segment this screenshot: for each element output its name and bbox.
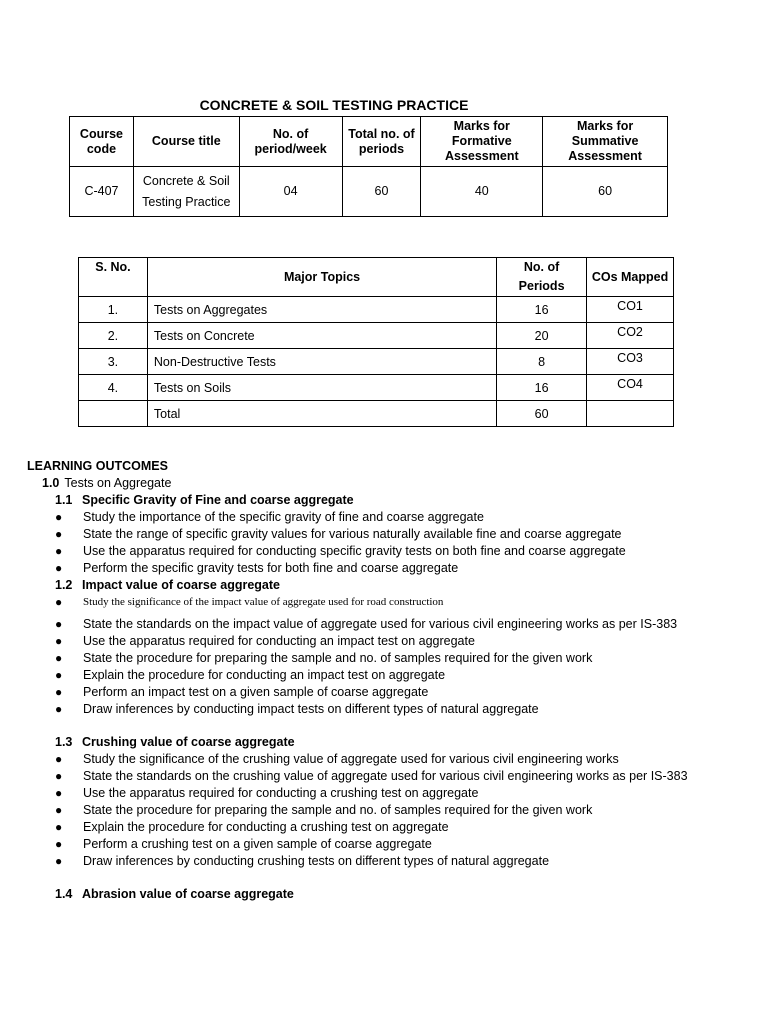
bullet-icon: ● [55,651,63,665]
header-summative-marks: Marks for Summative Assessment [543,117,668,167]
list-item [27,526,727,543]
header-serial-no: S. No. [79,258,148,297]
table-row [79,375,674,401]
serial-no: 1. [79,297,148,323]
bullet-icon: ● [55,702,63,716]
total-row [79,401,674,427]
learning-outcomes [27,457,727,903]
list-item-text: Study the significance of the impact value of aggregate used for road construction [83,596,444,608]
list-item [27,560,727,577]
section-number: 1.3 [55,735,73,749]
document-title: CONCRETE & SOIL TESTING PRACTICE [199,97,469,113]
bullet-icon: ● [55,685,63,699]
bullet-icon: ● [55,634,63,648]
table-row [79,323,674,349]
course-details-table [69,116,668,217]
co-mapped: CO1 [587,297,674,323]
list-item-text: Explain the procedure for conducting an impact test on aggregate [83,668,446,682]
serial-no: 2. [79,323,148,349]
section-number: 1.2 [55,578,73,592]
bullet-icon: ● [55,561,63,575]
bullet-icon: ● [55,803,63,817]
topic-name: Tests on Soils [147,375,496,401]
co-mapped: CO2 [587,323,674,349]
list-item [27,751,727,768]
list-item-text: Draw inferences by conducting impact tests on different types of natural aggregate [83,702,539,716]
list-item-text: Perform the specific gravity tests for both fine and coarse aggregate [83,561,459,575]
list-item [27,853,727,870]
bullet-icon: ● [55,617,63,631]
list-item-text: Explain the procedure for conducting a crushing test on aggregate [83,820,449,834]
list-item [27,543,727,560]
header-total-periods: Total no. of periods [342,117,421,167]
serial-no: 3. [79,349,148,375]
unit-number: 1.0 [42,476,60,490]
header-cos-mapped: COs Mapped [587,258,674,297]
list-item-text: State the standards on the impact value of aggregate used for various civil engineering works as per IS-383 [83,617,678,631]
header-major-topics: Major Topics [147,258,496,297]
formative-marks: 40 [421,167,543,217]
co-mapped: CO3 [587,349,674,375]
unit-heading [27,475,727,492]
section-heading [27,886,727,903]
section-heading [27,492,727,509]
header-no-of-periods: No. of Periods [497,258,587,297]
bullet-icon: ● [55,769,63,783]
major-topics-table [78,257,674,427]
course-table-header-row [70,117,668,167]
table-row [79,349,674,375]
list-item-text: Use the apparatus required for conducting a crushing test on aggregate [83,786,479,800]
table-row [79,297,674,323]
list-item-text: Use the apparatus required for conducting an impact test on aggregate [83,634,475,648]
list-item [27,836,727,853]
header-formative-marks: Marks for Formative Assessment [421,117,543,167]
list-item-text: Perform a crushing test on a given sample of coarse aggregate [83,837,432,851]
section-heading [27,734,727,751]
list-item [27,509,727,526]
bullet-icon: ● [55,854,63,868]
list-item-text: State the standards on the crushing value of aggregate used for various civil engineering works as per IS-383 [83,769,688,783]
header-course-title: Course title [133,117,239,167]
topic-periods: 8 [497,349,587,375]
bullet-icon: ● [55,820,63,834]
list-item [27,594,727,616]
list-item [27,785,727,802]
co-mapped [587,401,674,427]
list-item-text: Draw inferences by conducting crushing tests on different types of natural aggregate [83,854,550,868]
co-mapped: CO4 [587,375,674,401]
section-number: 1.1 [55,493,73,507]
topic-periods: 16 [497,297,587,323]
bullet-icon: ● [55,668,63,682]
list-item-text: Study the significance of the crushing value of aggregate used for various civil engineering works [83,752,619,766]
total-label: Total [147,401,496,427]
total-periods-value: 60 [497,401,587,427]
section-title: Specific Gravity of Fine and coarse aggregate [82,493,354,507]
bullet-icon: ● [55,752,63,766]
topic-periods: 20 [497,323,587,349]
topics-table-header-row [79,258,674,297]
course-table-row [70,167,668,217]
list-item-text: Use the apparatus required for conducting specific gravity tests on both fine and coarse aggregate [83,544,626,558]
serial-no: 4. [79,375,148,401]
list-item [27,701,727,718]
topic-name: Tests on Concrete [147,323,496,349]
list-item [27,802,727,819]
section-title: Crushing value of coarse aggregate [82,735,295,749]
bullet-icon: ● [55,837,63,851]
course-code: C-407 [70,167,134,217]
header-periods-per-week: No. of period/week [239,117,342,167]
header-course-code: Course code [70,117,134,167]
bullet-icon: ● [55,595,63,609]
list-item [27,819,727,836]
bullet-icon: ● [55,527,63,541]
list-item [27,633,727,650]
topic-name: Tests on Aggregates [147,297,496,323]
summative-marks: 60 [543,167,668,217]
list-item [27,684,727,701]
list-item [27,768,727,785]
learning-outcomes-heading: LEARNING OUTCOMES [27,459,168,473]
serial-no [79,401,148,427]
list-item-text: Perform an impact test on a given sample of coarse aggregate [83,685,429,699]
list-item [27,650,727,667]
course-title: Concrete & Soil Testing Practice [133,167,239,217]
list-item-text: Study the importance of the specific gravity of fine and coarse aggregate [83,510,484,524]
periods-per-week: 04 [239,167,342,217]
topic-periods: 16 [497,375,587,401]
section-number: 1.4 [55,887,73,901]
list-item-text: State the range of specific gravity values for various naturally available fine and coarse aggregate [83,527,622,541]
list-item [27,667,727,684]
topic-name: Non-Destructive Tests [147,349,496,375]
list-item-text: State the procedure for preparing the sample and no. of samples required for the given work [83,651,593,665]
section-title: Abrasion value of coarse aggregate [82,887,294,901]
bullet-icon: ● [55,544,63,558]
list-item [27,616,727,633]
section-heading [27,577,727,594]
unit-title: Tests on Aggregate [64,476,172,490]
bullet-icon: ● [55,786,63,800]
section-title: Impact value of coarse aggregate [82,578,280,592]
list-item-text: State the procedure for preparing the sample and no. of samples required for the given work [83,803,593,817]
bullet-icon: ● [55,510,63,524]
total-periods: 60 [342,167,421,217]
